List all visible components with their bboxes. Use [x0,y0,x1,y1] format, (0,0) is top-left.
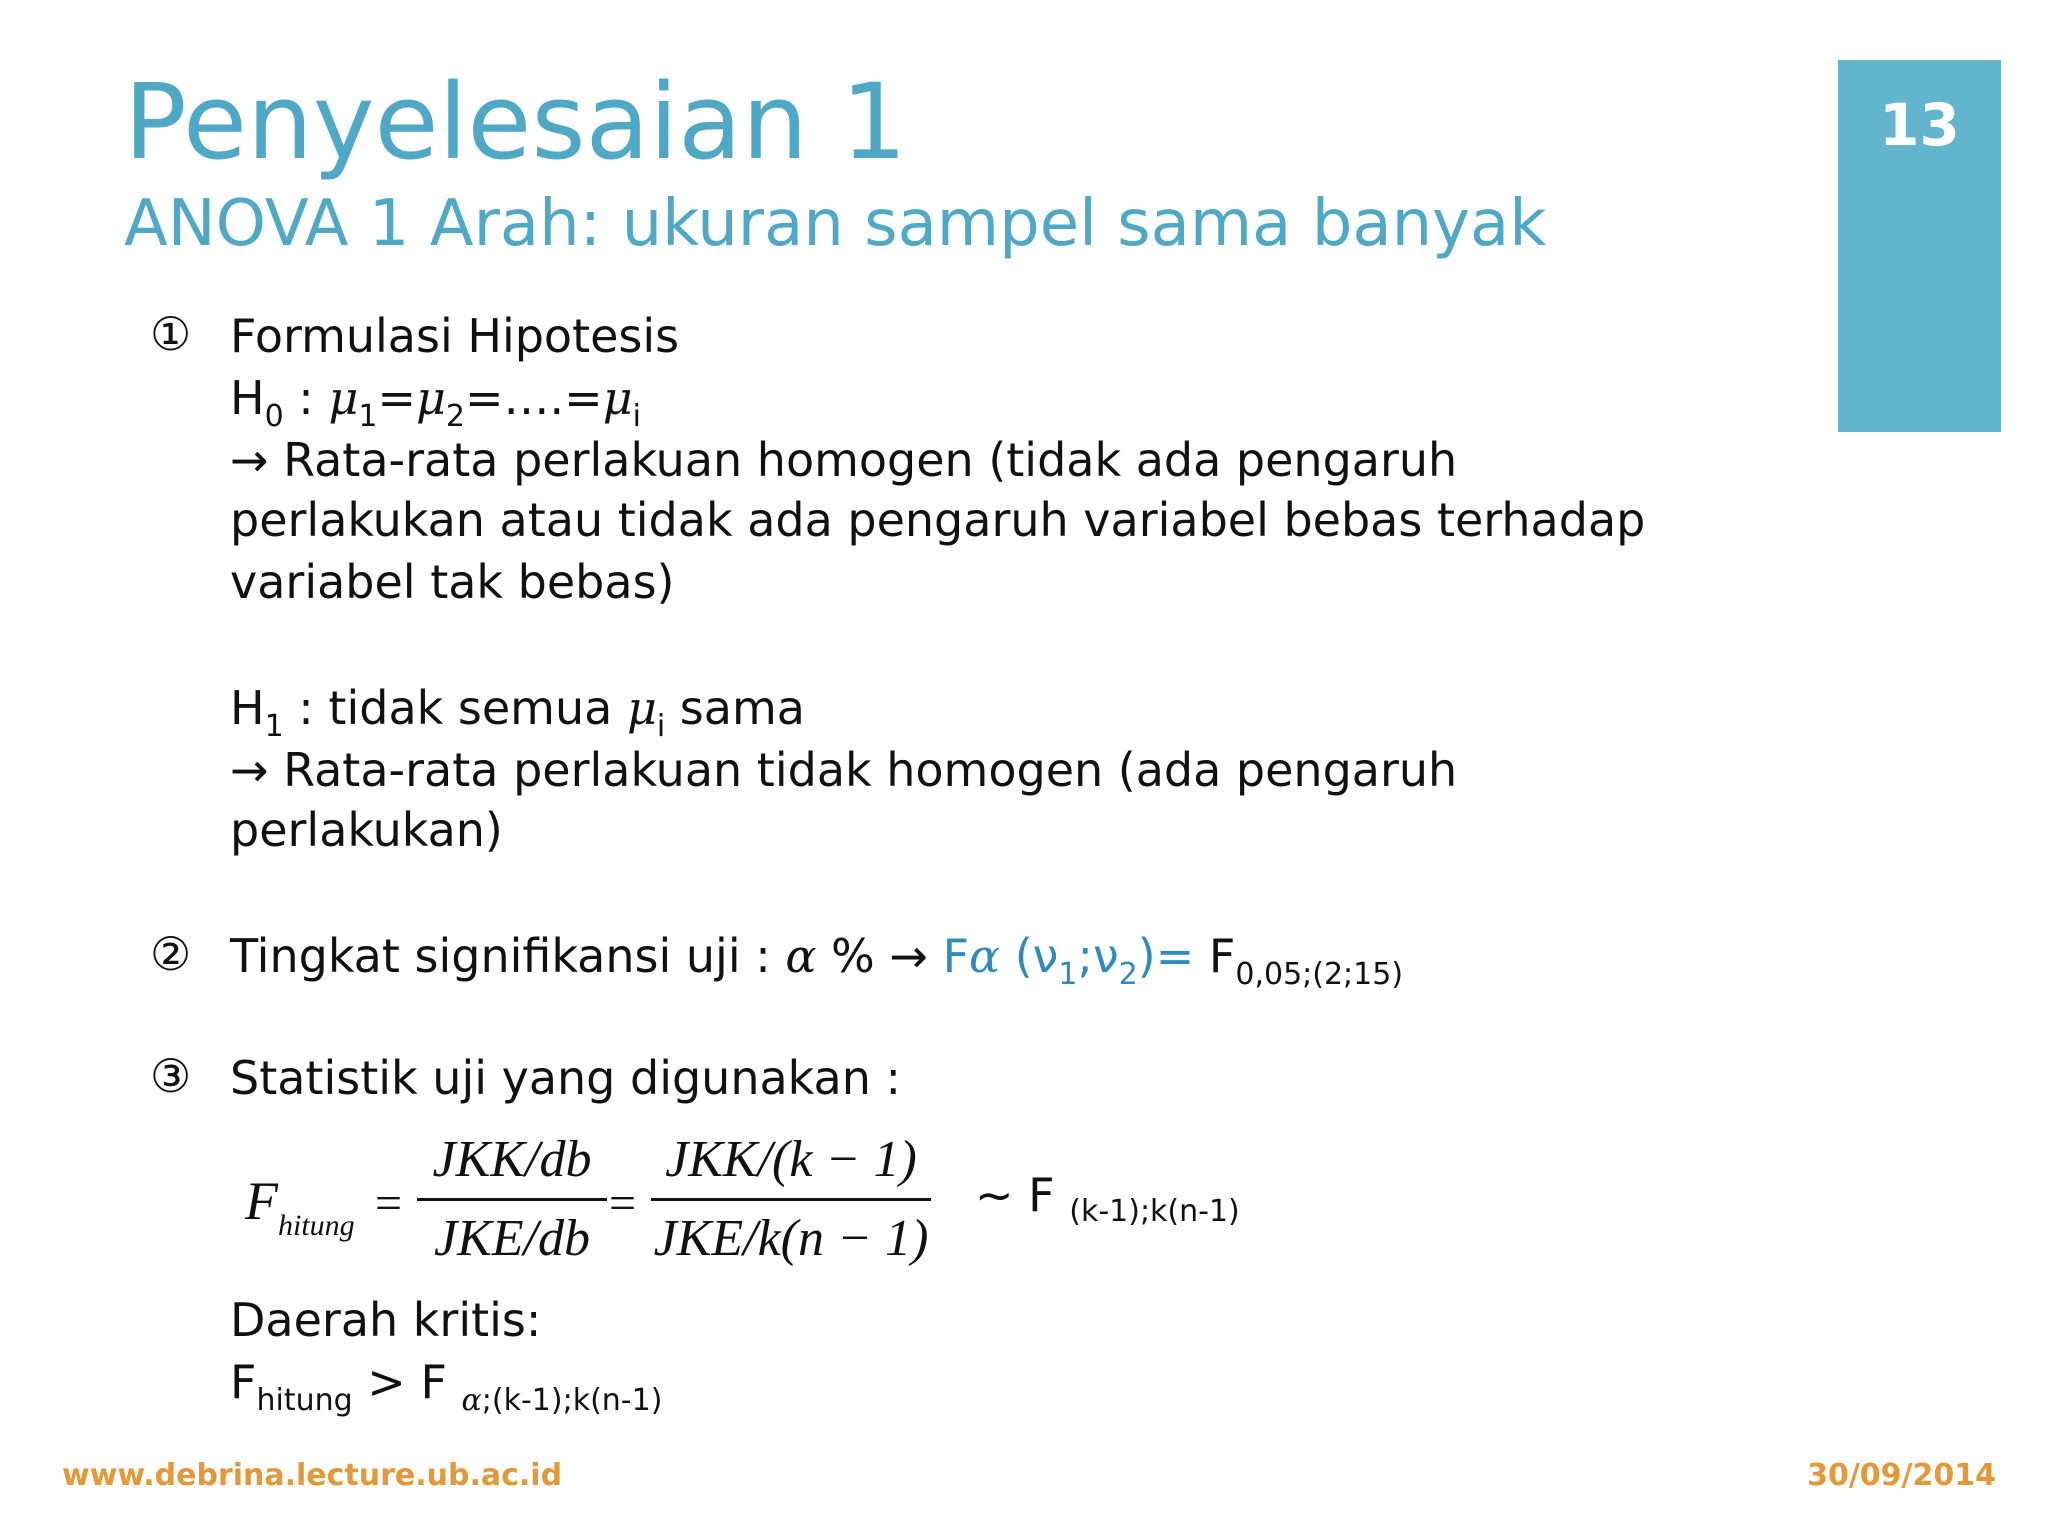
critical-region-label: Daerah kritis: [230,1293,542,1347]
alpha-symbol: α [461,1383,482,1418]
mu-symbol: μ [328,371,359,425]
percent-arrow: % → [816,929,943,983]
nu-open: (ν [1000,929,1059,983]
h1-subscript: 1 [264,709,284,744]
h1-text-b: sama [665,681,805,735]
fraction-2 [651,1128,931,1271]
h0-description-line-2: perlakukan atau tidak ada pengaruh variabel bebas terhadap [230,493,1646,547]
f-distribution [975,1168,1240,1229]
h0-colon: : [283,371,329,425]
f-letter: F [230,1355,257,1409]
fraction-1-bar [417,1198,607,1201]
f-letter: F [245,1171,278,1231]
mu-symbol: μ [626,681,657,735]
step-1-number: ① [150,307,192,361]
page-number-box [1838,60,2001,432]
nu-subscript-2: 2 [1118,957,1138,992]
fraction-1 [417,1128,607,1271]
f-hitung-symbol [245,1170,355,1243]
slide-subtitle: ANOVA 1 Arah: ukuran sampel sama banyak [124,187,1547,261]
tilde-f-subscript: (k-1);k(n-1) [1069,1194,1240,1229]
alpha-symbol: α [785,929,817,983]
fraction-1-numerator: JKK/db [432,1131,592,1188]
fraction-2-bar [651,1198,931,1201]
f-statistic-formula [245,1128,1305,1278]
equals-sign: = [609,1177,637,1230]
f-hitung-subscript: hitung [256,1383,353,1418]
step-2-significance [230,926,1403,1005]
f-hitung-subscript: hitung [278,1209,355,1242]
h0-description-line-3: variabel tak bebas) [230,555,675,609]
mu-symbol: μ [415,371,446,425]
equals-dots: =….= [464,371,603,425]
tilde-f: ~ F [975,1168,1070,1222]
footer-date: 30/09/2014 [1807,1458,1996,1493]
nu-subscript-1: 1 [1058,957,1078,992]
h0-subscript: 0 [264,399,284,434]
significance-text: Tingkat signifikansi uji : [230,929,786,983]
greater-than-f: > F [352,1355,462,1409]
step-3-heading: Statistik uji yang digunakan : [230,1051,901,1105]
mu-subscript-1: 1 [358,399,378,434]
alpha-symbol: α [969,929,1001,983]
h0-description-line-1: → Rata-rata perlakuan homogen (tidak ada pengaruh [230,433,1458,487]
close-equals: )= [1137,929,1209,983]
equals-sign: = [375,1177,403,1230]
h1-label: H [230,681,265,735]
step-3-number: ③ [150,1049,192,1103]
fraction-1-denominator: JKE/db [434,1210,590,1267]
critical-region-rule [230,1352,662,1431]
slide-title: Penyelesaian 1 [124,61,907,183]
mu-subscript-2: 2 [445,399,465,434]
fraction-2-denominator: JKE/k(n − 1) [653,1210,929,1267]
footer-url: www.debrina.lecture.ub.ac.id [62,1458,563,1493]
fraction-2-numerator: JKK/(k − 1) [665,1131,917,1188]
f-table-value: F [1208,929,1236,983]
f-alpha-expression [942,929,1209,992]
critical-subscript [462,1383,663,1418]
critical-subscript-rest: ;(k-1);k(n-1) [481,1383,663,1418]
step-1-heading: Formulasi Hipotesis [230,309,680,363]
f-letter: F [942,929,970,983]
page-number: 13 [1879,91,1960,159]
h0-label: H [230,371,265,425]
mu-subscript-i: i [632,399,641,434]
nu-semicolon: ;ν [1077,929,1119,983]
mu-subscript-i: i [656,709,666,744]
mu-symbol: μ [602,371,633,425]
step-2-number: ② [150,927,192,981]
f-table-subscript: 0,05;(2;15) [1235,957,1404,992]
h1-description-line-1: → Rata-rata perlakuan tidak homogen (ada pengaruh [230,743,1458,797]
h1-text-a: : tidak semua [283,681,627,735]
h1-description-line-2: perlakukan) [230,803,503,857]
equals-sign: = [377,371,416,425]
